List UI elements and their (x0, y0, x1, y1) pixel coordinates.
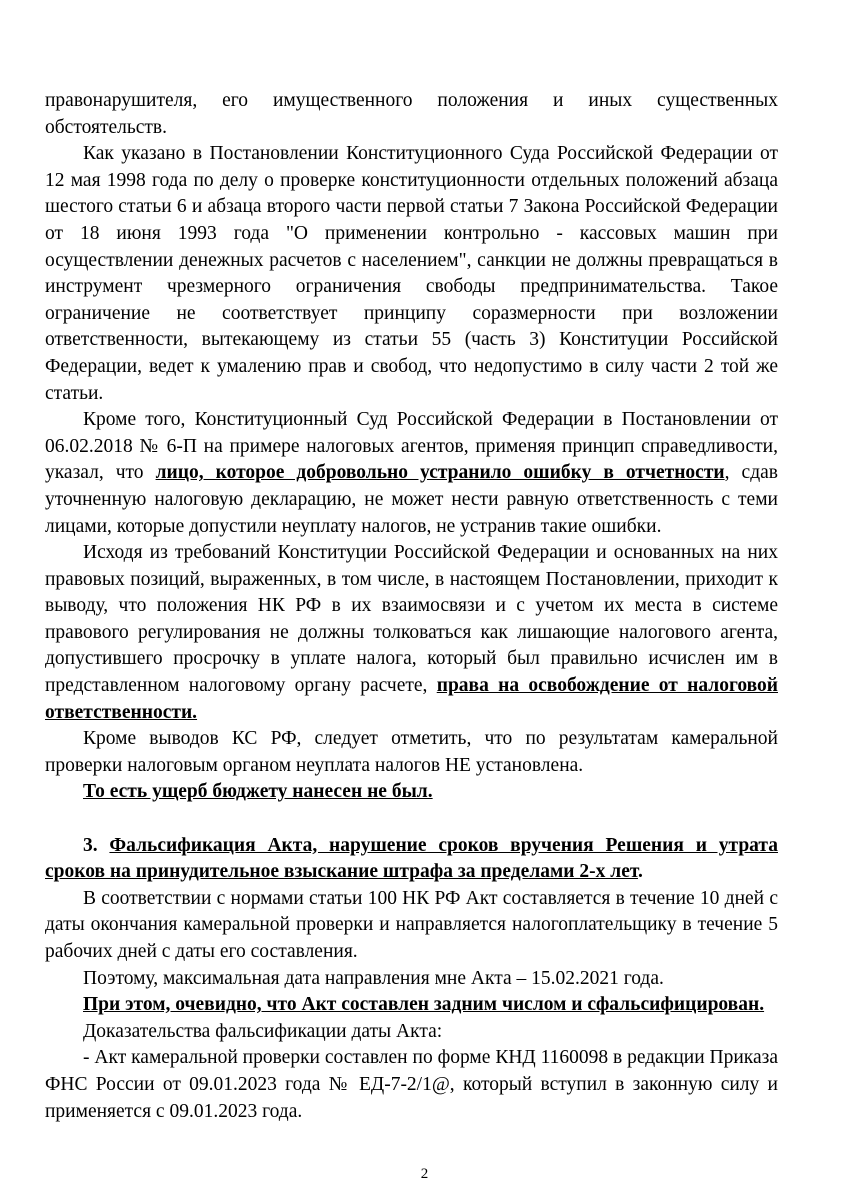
paragraph-spacer (45, 806, 778, 833)
paragraph-evidence-heading: Доказательства фальсификации даты Акта: (83, 1020, 443, 1042)
paragraph-evidence-item: - Акт камеральной проверки составлен по форме КНД 1160098 в редакции Приказа ФНС России от 09.01.2023 года № ЕД-7-2/1@, который вступил в законную силу и применяется с 09.01.2023 года. (45, 1047, 778, 1122)
section-title-dot: . (637, 861, 643, 883)
emphasis-text: лицо, которое добровольно устранило ошибку в отчетности (155, 462, 725, 484)
document-page (45, 88, 778, 1125)
paragraph-constitutional-court-2018 (45, 407, 778, 540)
paragraph-tax-agent-conclusion (45, 540, 778, 726)
section-3-heading (45, 833, 778, 886)
paragraph-constitutional-court-1998: Как указано в Постановлении Конституционного Суда Российской Федерации от 12 мая 1998 года по делу о проверке конституционности отдельных положений абзаца шестого статьи 6 и абзаца второго части первой статьи 7 Закона Российской Федерации от 18 июня 1993 года "О применении контрольно - кассовых машин при осуществлении денежных расчетов с населением", санкции не должны превращаться в инструмент чрезмерного ограничения свободы предпринимательства. Такое ограничение не соответствует принципу соразмерности при возложении ответственности, вытекающему из статьи 55 (часть 3) Конституции Российской Федерации, ведет к умалению прав и свобод, что недопустимо в силу части 2 той же статьи. (45, 143, 778, 404)
emphasis-text: права на освобождение от налоговой ответственности. (45, 675, 778, 723)
paragraph-text: Кроме того, Конституционный Суд Российской Федерации в Постановлении от 06.02.2018 № 6-П на примере налоговых агентов, применяя принцип справедливости, указал, что (45, 409, 778, 484)
section-number: 3. (83, 834, 110, 856)
paragraph-falsified-act: При этом, очевидно, что Акт составлен задним числом и сфальсифицирован. (83, 994, 765, 1016)
section-title: Фальсификация Акта, нарушение сроков вручения Решения и утрата сроков на принудительное взыскание штрафа за пределами 2-х лет (45, 834, 778, 883)
paragraph-no-damage: То есть ущерб бюджету нанесен не был. (83, 781, 433, 803)
paragraph-audit-result: Кроме выводов КС РФ, следует отметить, что по результатам камеральной проверки налоговым органом неуплата налогов НЕ установлена. (45, 728, 778, 776)
paragraph-text: , сдав уточненную налоговую декларацию, не может нести равную ответственность с теми лицами, которые допустили неуплату налогов, не устранив такие ошибки. (45, 462, 778, 537)
paragraph-max-date: Поэтому, максимальная дата направления мне Акта – 15.02.2021 года. (83, 967, 664, 989)
paragraph-text: Исходя из требований Конституции Российской Федерации и основанных на них правовых позиций, выраженных, в том числе, в настоящем Постановлении, приходит к выводу, что положения НК РФ в их взаимосвязи и с учетом их места в системе правового регулирования не должны толковаться как лишающие налогового агента, допустившего просрочку в уплате налога, который был правильно исчислен им в представленном налоговому органу расчете, (45, 542, 778, 697)
page-number: 2 (420, 1166, 429, 1182)
paragraph-continuation: правонарушителя, его имущественного положения и иных существенных обстоятельств. (45, 90, 778, 138)
paragraph-article-100: В соответствии с нормами статьи 100 НК РФ Акт составляется в течение 10 дней с даты окончания камеральной проверки и направляется налогоплательщику в течение 5 рабочих дней с даты его составления. (45, 887, 778, 962)
